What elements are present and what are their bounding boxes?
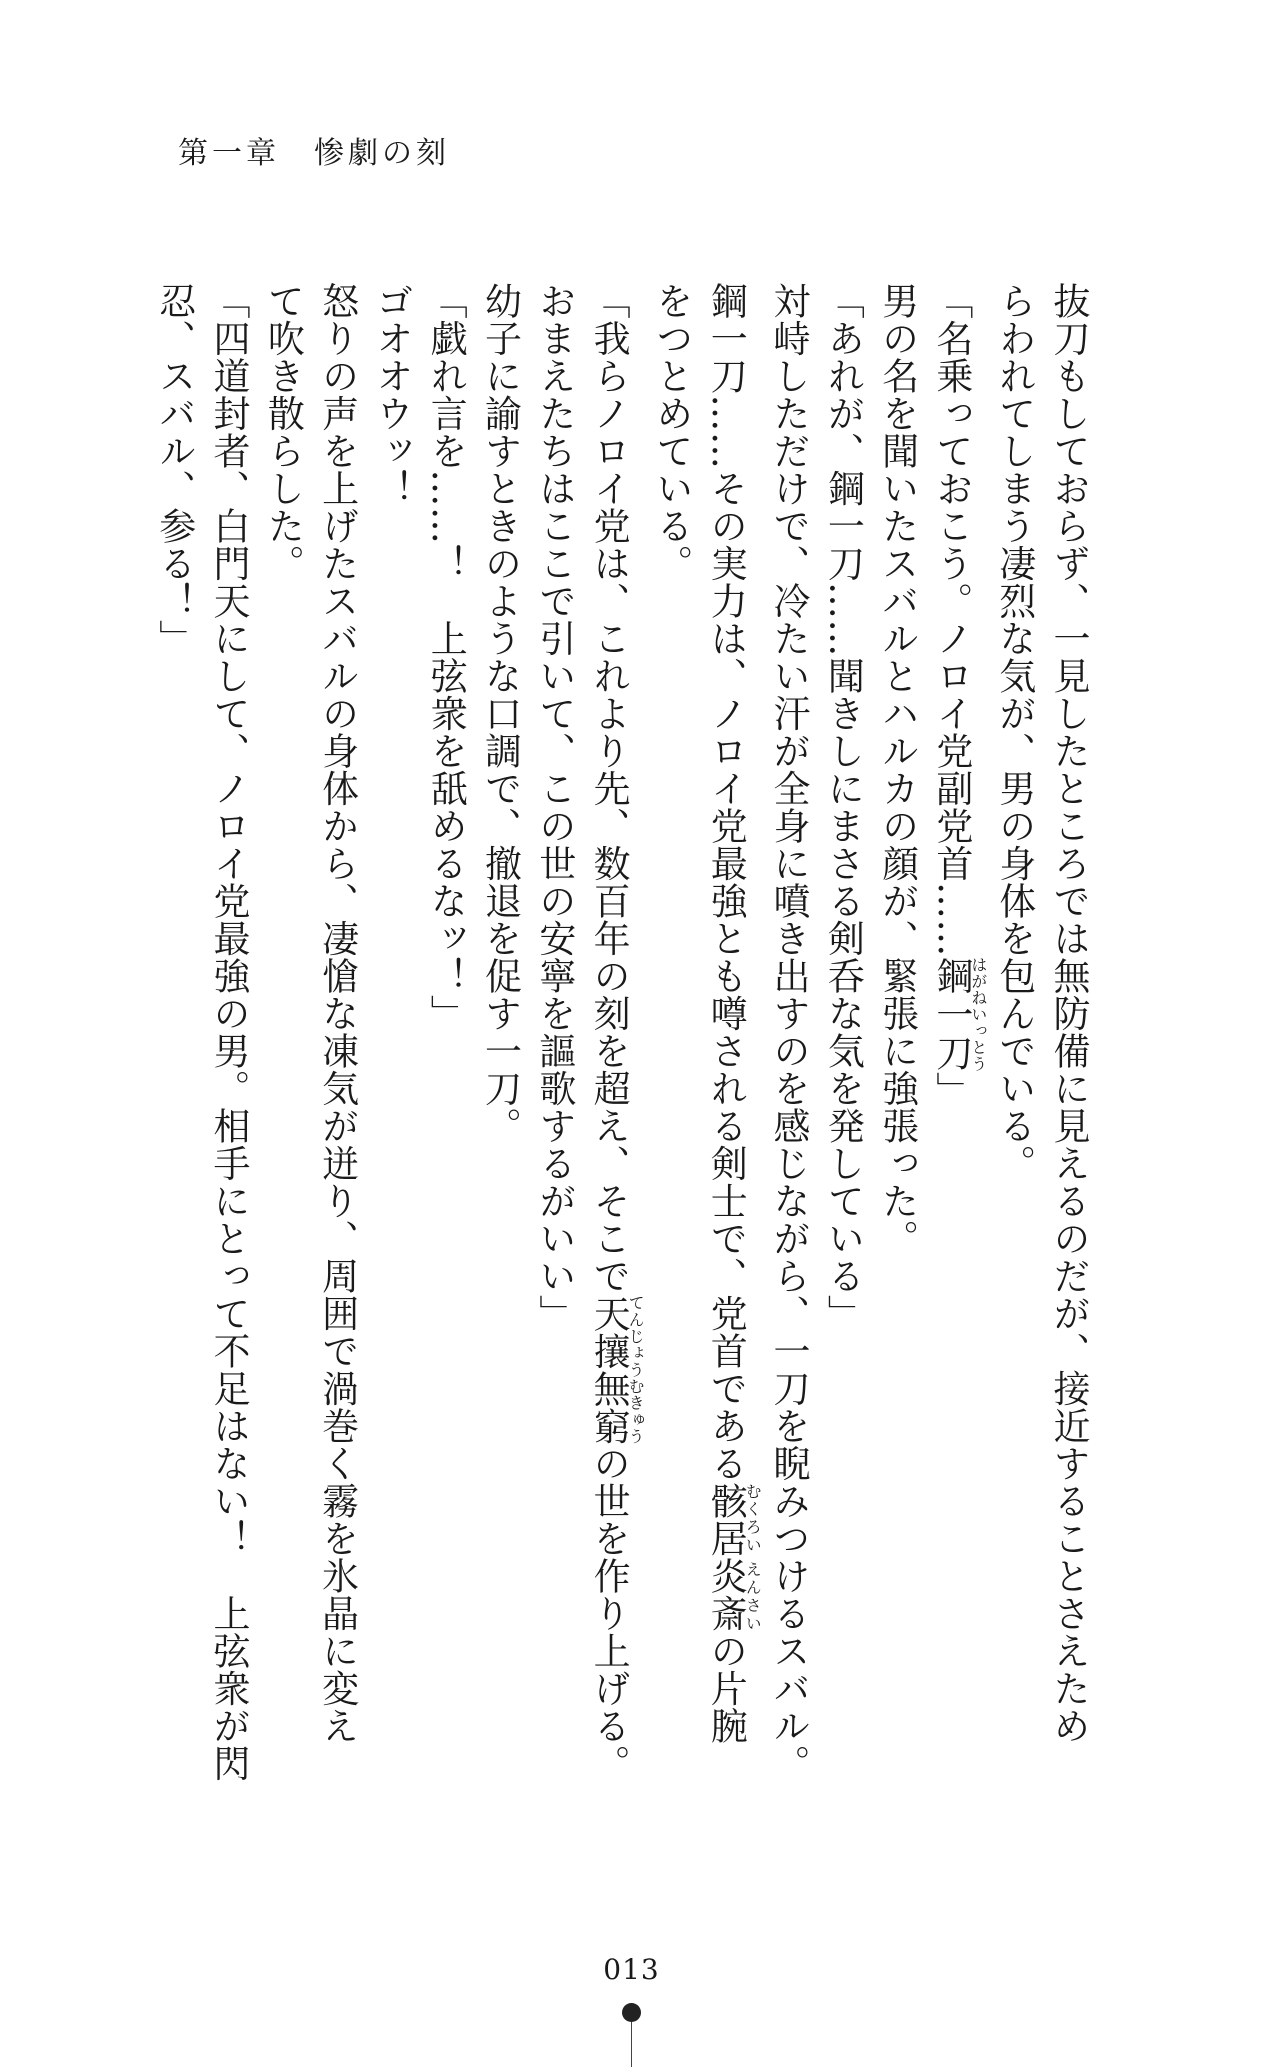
ruby-annotation [587, 1294, 646, 1445]
text-line: 「四道封者、白門天にして、ノロイ党最強の男。相手にとって不足はない！ 上弦衆が閃 [207, 282, 251, 1782]
ruby-base: 鋼一刀 [929, 956, 973, 1072]
running-header [178, 128, 450, 172]
text-line [698, 282, 761, 1752]
text-segment: 「名乗っておこう。ノロイ党副党首…… [929, 282, 973, 957]
ruby-annotation [929, 956, 988, 1072]
text-line: 「あれが、鋼一刀……聞きしにまさる剣呑な気を発している」 [821, 282, 865, 1332]
text-line [581, 282, 646, 1782]
page-number: 013 [603, 1953, 660, 1986]
chapter-title: 惨劇の刻 [314, 136, 450, 171]
ruby-reading: むくろい えんさい [743, 1482, 763, 1632]
text-line: をつとめている。 [649, 282, 693, 582]
text-segment: 鋼一刀……その実力は、ノロイ党最強とも噂される剣士で、党首である [704, 282, 748, 1482]
ruby-base: 骸居炎斎 [704, 1482, 748, 1632]
text-segment: 「我らノロイ党は、これより先、数百年の刻を超え、そこで [587, 282, 631, 1295]
text-line: 男の名を聞いたスバルとハルカの顔が、緊張に強張った。 [875, 282, 919, 1257]
text-line: 幼子に諭すときのような口調で、撤退を促す一刀。 [478, 282, 522, 1145]
page-marker-dot [622, 2003, 641, 2022]
text-line: 対峙しただけで、冷たい汗が全身に噴き出すのを感じながら、一刀を睨みつけるスバル。 [767, 282, 811, 1782]
text-segment: の片腕 [704, 1632, 748, 1745]
text-segment: の世を作り上げる。 [587, 1444, 631, 1782]
text-line: 抜刀もしておらず、一見したところでは無防備に見えるのだが、接近することさえため [1047, 282, 1090, 1745]
ruby-base: 天攘無窮 [587, 1294, 631, 1445]
text-segment: 」 [929, 1071, 973, 1109]
text-line: 怒りの声を上げたスバルの身体から、凄愴な凍気が迸り、周囲で渦巻く霧を氷晶に変え [315, 282, 359, 1745]
text-line: ゴオオウッ！ [369, 282, 413, 507]
text-line: 忍、スバル、参る！」 [152, 282, 196, 657]
text-line [924, 282, 987, 1752]
ruby-reading: てんじょうむきゅう [626, 1294, 646, 1445]
text-line: らわれてしまう凄烈な気が、男の身体を包んでいる。 [992, 282, 1036, 1182]
ruby-annotation [704, 1482, 763, 1632]
vertical-body-text [95, 282, 1095, 1782]
page-marker-line [631, 2022, 632, 2067]
chapter-label: 第一章 [178, 136, 280, 171]
ruby-reading: はがねいっとう [968, 956, 988, 1072]
text-line: て吹き散らした。 [261, 282, 305, 582]
text-line: 「戯れ言を……！ 上弦衆を舐めるなッ！」 [424, 282, 468, 1032]
text-line: おまえたちはここで引いて、この世の安寧を謳歌するがいい」 [532, 282, 576, 1332]
